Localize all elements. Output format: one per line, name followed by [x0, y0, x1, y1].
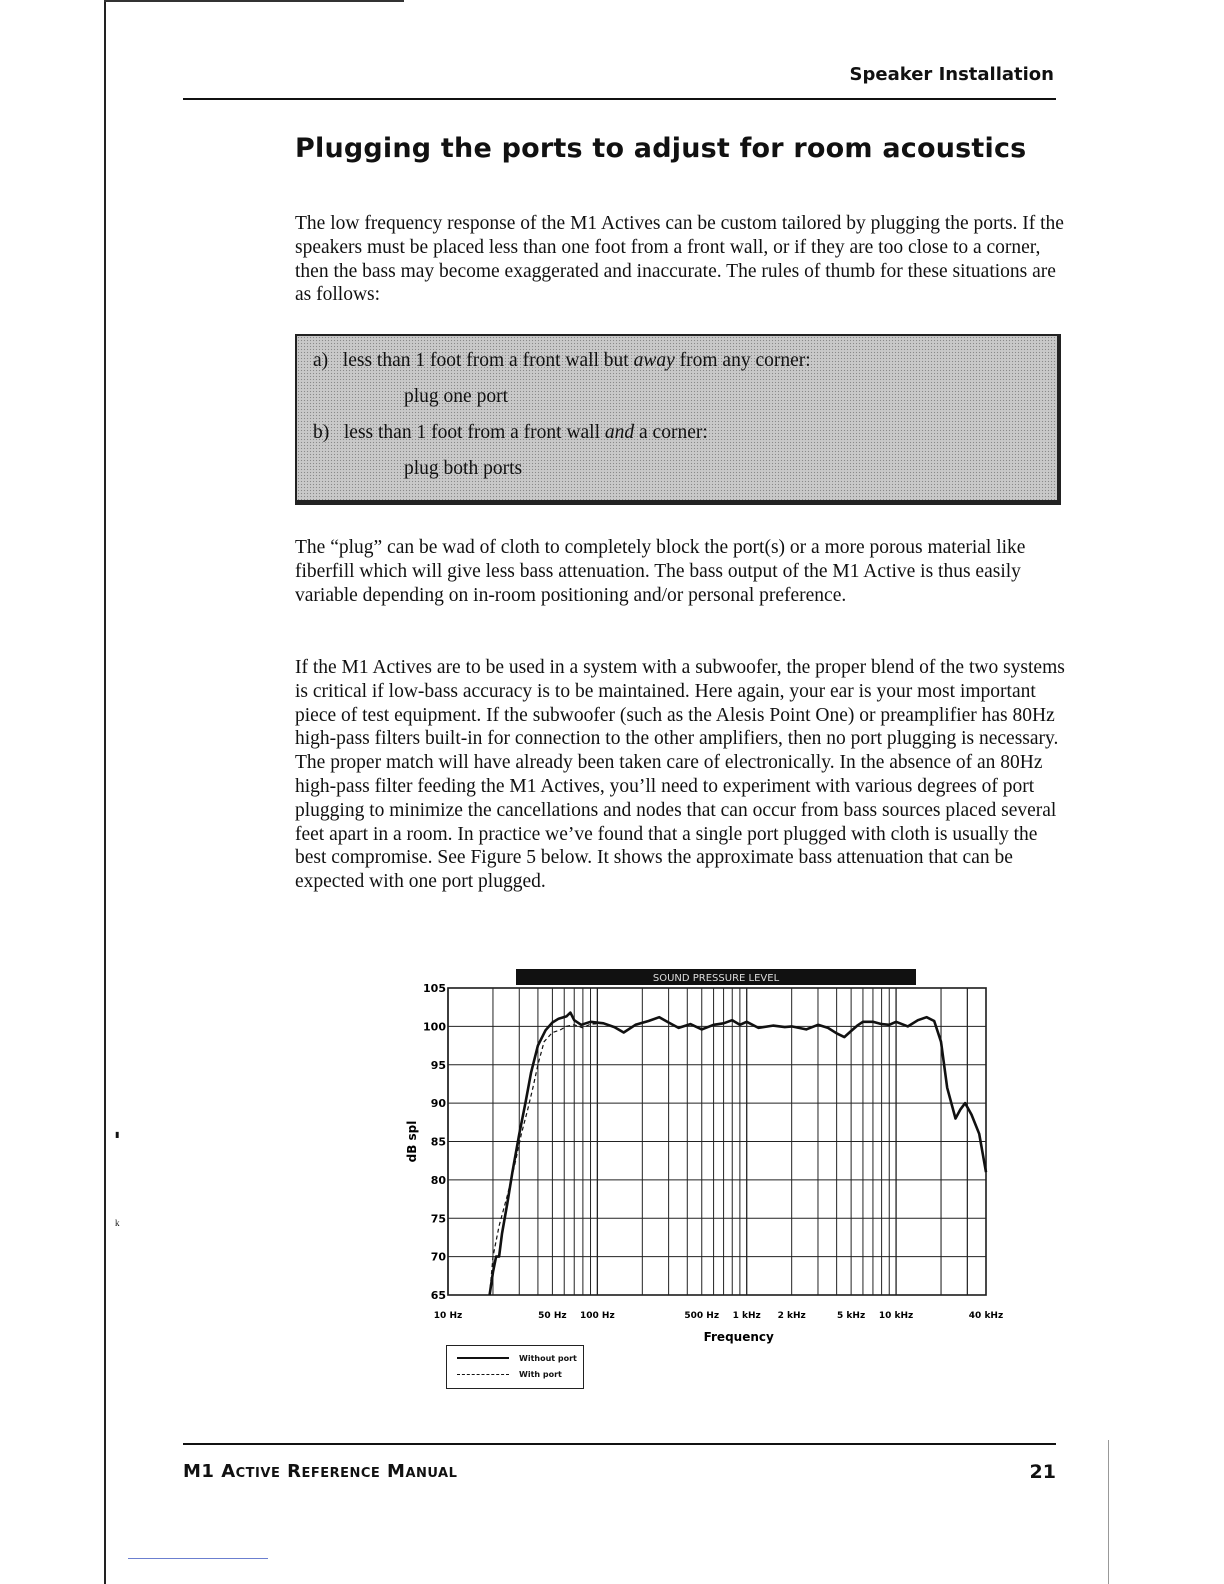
spl-frequency-chart — [380, 960, 1030, 1345]
y-tick-label: 80 — [430, 1173, 446, 1187]
y-tick-label: 90 — [430, 1097, 446, 1111]
chart-grid — [448, 988, 986, 1295]
subwoofer-paragraph: If the M1 Actives are to be used in a system with a subwoofer, the proper blend of the two systems is critical if low-bass accuracy is to be maintained. Here again, your ear is your most important piece of test equipment. If the subwoofer (such as the Alesis Point One) or preamplifier has 80Hz high-pass filters built-in for connection to the other amplifiers, then no port plugging is necessary. The proper match will have already been taken care of electronically. In the absence of an 80Hz high-pass filter feeding the M1 Actives, you’ll need to experiment with various degrees of port plugging to minimize the cancellations and nodes that can occur from bass sources placed several feet apart in a room. In practice we’ve found that a single port plugged with cloth is usually the best compromise. See Figure 5 below. It shows the approximate bass attenuation that can be expected with one port plugged. — [295, 657, 1065, 893]
rule-a-action: plug one port — [404, 386, 508, 407]
rule-b — [313, 422, 708, 444]
y-tick-label: 100 — [423, 1020, 446, 1034]
intro-paragraph: The low frequency response of the M1 Actives can be custom tailored by plugging the ports. If the speakers must be placed less than one foot from a front wall, or if they are too close to a corner, then the bass may become exaggerated and inaccurate. The rules of thumb for these situations are as follows: — [295, 213, 1064, 306]
running-header: Speaker Installation — [849, 64, 1054, 85]
page-title: Plugging the ports to adjust for room acoustics — [295, 133, 1027, 164]
rules-of-thumb-box — [295, 334, 1061, 505]
y-tick-label: 85 — [430, 1135, 446, 1149]
x-tick-label: 2 kHz — [777, 1311, 806, 1321]
page-number: 21 — [1029, 1461, 1056, 1483]
legend-label-without-port: Without port — [519, 1353, 577, 1363]
y-axis-label: dB spl — [405, 1120, 419, 1163]
legend-swatch-solid — [457, 1357, 509, 1359]
legend-item-with-port — [457, 1368, 562, 1380]
chart-labels — [405, 969, 1003, 1344]
y-tick-label: 105 — [423, 982, 446, 995]
y-tick-label: 95 — [430, 1058, 446, 1072]
header-rule — [183, 98, 1056, 100]
footer-rule — [183, 1443, 1056, 1445]
rule-b-marker: b) — [313, 422, 330, 443]
y-tick-label: 65 — [430, 1289, 446, 1302]
scan-right-edge — [1108, 1440, 1109, 1584]
x-tick-label: 10 kHz — [878, 1311, 914, 1321]
chart-legend — [446, 1345, 584, 1389]
y-tick-label: 75 — [430, 1212, 446, 1226]
plug-paragraph: The “plug” can be wad of cloth to completely block the port(s) or a more porous material like fiberfill which will give less bass attenuation. The bass output of the M1 Active is thus easily variable depending on in-room positioning and/or personal preference. — [295, 537, 1026, 606]
scan-left-edge — [104, 0, 106, 1584]
scan-mark-dot: ▮ — [115, 1130, 120, 1139]
x-tick-label: 500 Hz — [684, 1311, 720, 1321]
x-axis-label: Frequency — [703, 1330, 774, 1344]
legend-label-with-port: With port — [519, 1369, 562, 1379]
y-tick-label: 70 — [430, 1250, 446, 1264]
rule-b-condition: less than 1 foot from a front wall — [343, 422, 605, 443]
x-tick-label: 40 kHz — [968, 1311, 1004, 1321]
scan-top-edge — [104, 0, 404, 2]
x-tick-label: 5 kHz — [837, 1311, 866, 1321]
x-tick-label: 50 Hz — [538, 1311, 567, 1321]
legend-swatch-dashed — [457, 1374, 509, 1375]
rule-a-condition-end: from any corner: — [674, 350, 811, 371]
x-tick-label: 10 Hz — [433, 1311, 463, 1321]
rule-b-condition-end: a corner: — [634, 422, 708, 443]
rule-a-condition: less than 1 foot from a front wall but — [342, 350, 634, 371]
scan-bottom-mark — [128, 1558, 268, 1559]
chart-title: SOUND PRESSURE LEVEL — [652, 973, 780, 984]
rule-b-emphasis: and — [604, 422, 635, 443]
series-with-port — [490, 1023, 604, 1295]
rule-a-emphasis: away — [633, 350, 675, 371]
legend-item-without-port — [457, 1352, 577, 1364]
scan-mark-k: k — [115, 1218, 120, 1228]
rule-a — [313, 350, 811, 372]
footer-manual-title: M1 Active Reference Manual — [183, 1461, 458, 1482]
rule-a-marker: a) — [313, 350, 329, 371]
rule-b-action: plug both ports — [404, 458, 523, 479]
x-tick-label: 1 kHz — [732, 1311, 761, 1321]
x-tick-label: 100 Hz — [580, 1311, 615, 1321]
